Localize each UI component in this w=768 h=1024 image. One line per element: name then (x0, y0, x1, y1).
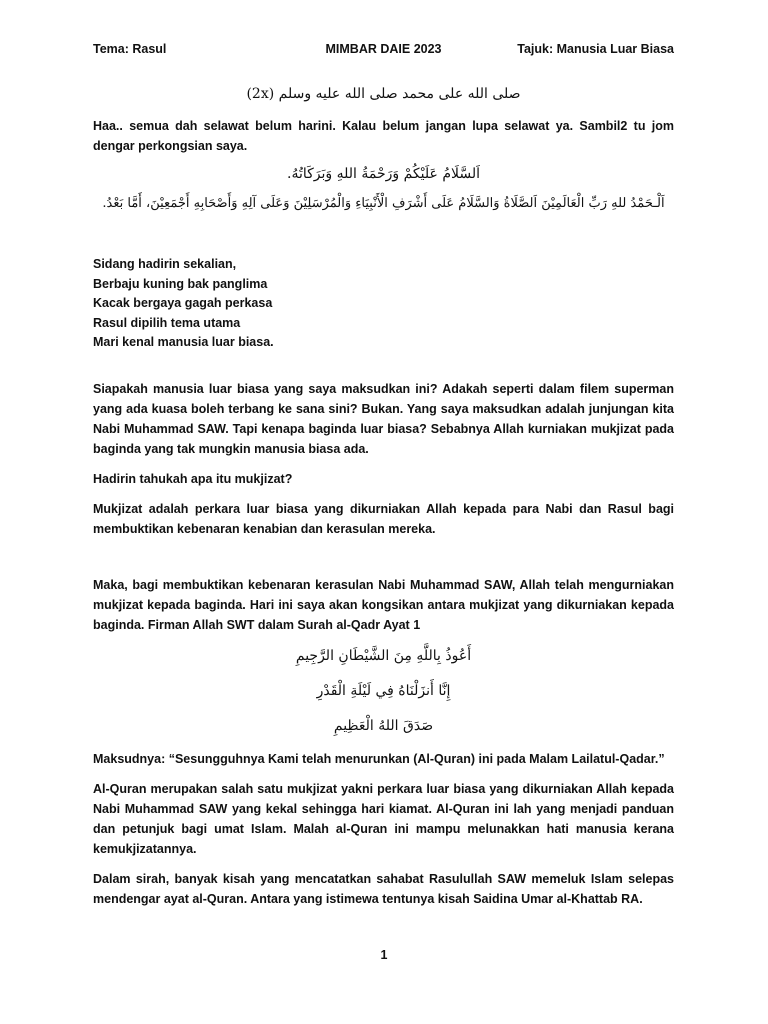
poem-line: Rasul dipilih tema utama (93, 315, 241, 330)
spacer (93, 363, 674, 379)
salawat-line: صلى الله على محمد صلى الله عليه وسلم (2x) (246, 86, 521, 102)
intro-paragraph: Haa.. semua dah selawat belum harini. Kalau belum jangan lupa selawat ya. Sambil2 tu jom dengar perkongsian saya. (93, 119, 674, 153)
hamdalah-line: اَلْـحَمْدُ للهِ رَبِّ الْعَالَمِيْنَ اَلصَّلَاةُ وَالسَّلَامُ عَلَى أَشْرَفِ الْأَنْبِيَاءِ وَالْمُرْسَلِيْنَ وَعَلَى آلِهِ وَأَصْحَابِهِ أَجْمَعِيْنَ، أَمَّا بَعْدُ. (102, 196, 665, 211)
opening-poem (93, 255, 674, 353)
sadaqa-line: صَدَقَ اللهُ الْعَظِيمِ (333, 717, 434, 734)
poem-line: Sidang hadirin sekalian, (93, 257, 237, 271)
header-topic: Tajuk: Manusia Luar Biasa (517, 42, 674, 56)
paragraph-sirah: Dalam sirah, banyak kisah yang mencatatkan sahabat Rasulullah SAW memeluk Islam selepas mendengar ayat al-Quran. Antara yang istimewa tentunya kisah Saidina Umar al-Khattab RA. (93, 871, 674, 906)
question-line: Hadirin tahukah apa itu mukjizat? (93, 471, 293, 486)
page-number: 1 (380, 948, 388, 962)
spacer (93, 549, 674, 575)
document-body (93, 82, 674, 919)
poem-line: Mari kenal manusia luar biasa. (93, 335, 274, 349)
spacer (93, 225, 674, 255)
paragraph-al-quran: Al-Quran merupakan salah satu mukjizat yakni perkara luar biasa yang dikurniakan Allah kepada Nabi Muhammad SAW yang kekal sehingga hari kiamat. Al-Quran ini lah yang menjadi panduan dan petunjuk bagi umat Islam. Malah al-Quran ini mampu melunakkan hati manusia kerana kemukjizatannya. (93, 781, 674, 856)
paragraph-mukjizat-definition: Mukjizat adalah perkara luar biasa yang dikurniakan Allah kepada para Nabi dan Rasul bagi membuktikan kebenaran kenabian dan kerasulan mereka. (93, 501, 674, 536)
header-title: MIMBAR DAIE 2023 (325, 42, 442, 56)
paragraph-superman: Siapakah manusia luar biasa yang saya maksudkan ini? Adakah seperti dalam filem superman yang ada kuasa boleh terbang ke sana sini? Bukan. Yang saya maksudkan adalah junjungan kita Nabi Muhammad SAW. Tapi kenapa baginda luar biasa? Sebabnya Allah kurniakan mukjizat pada baginda yang tak mungkin manusia biasa ada. (93, 381, 674, 456)
poem-line: Kacak bergaya gagah perkasa (93, 296, 273, 310)
salam-line: اَلسَّلَامُ عَلَيْكُمْ وَرَحْمَةُ اللهِ وَبَرَكَاتُهُ. (287, 166, 480, 182)
header-theme: Tema: Rasul (93, 42, 167, 56)
poem-line: Berbaju kuning bak panglima (93, 276, 268, 291)
verse-meaning: Maksudnya: “Sesungguhnya Kami telah menurunkan (Al-Quran) ini pada Malam Lailatul-Qadar.” (93, 751, 665, 766)
taawwuz-line: أَعُوذُ بِاللَّهِ مِنَ الشَّيْطَانِ الرَّجِيمِ (295, 647, 472, 664)
paragraph-al-qadr-intro: Maka, bagi membuktikan kebenaran kerasulan Nabi Muhammad SAW, Allah telah mengurniakan mukjizat kepada baginda. Hari ini saya akan kongsikan antara mukjizat yang dikurniakan kepada baginda. Firman Allah SWT dalam Surah al-Qadr Ayat 1 (93, 577, 674, 632)
ayat-line: إِنَّا أَنزَلْنَاهُ فِي لَيْلَةِ الْقَدْرِ (316, 682, 451, 699)
page-header (93, 42, 674, 62)
